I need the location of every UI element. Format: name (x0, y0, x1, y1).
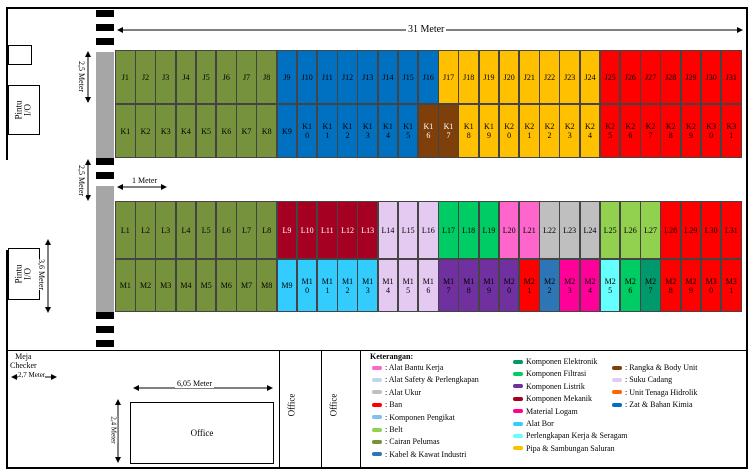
rack-k-8: K8 (256, 104, 277, 158)
rack-j-23: J23 (559, 50, 580, 104)
rack-k-26: K2 6 (620, 104, 641, 158)
legend-item (513, 382, 585, 391)
legend-swatch (372, 440, 382, 444)
rack-k-27: K2 7 (640, 104, 661, 158)
rack-k-20: K2 0 (499, 104, 520, 158)
rack-k-13: K1 3 (357, 104, 378, 158)
legend-swatch (372, 366, 382, 370)
rack-k-9: K9 (277, 104, 298, 158)
legend-title: Keterangan: (370, 352, 414, 361)
rack-l-6: L6 (216, 201, 237, 259)
legend-swatch (372, 390, 382, 394)
rack-l-7: L7 (236, 201, 257, 259)
legend-swatch (513, 384, 523, 388)
rack-j-28: J28 (660, 50, 681, 104)
rack-m-26: M2 6 (620, 259, 641, 312)
rack-j-20: J20 (499, 50, 520, 104)
rack-k-28: K2 8 (660, 104, 681, 158)
legend-item (612, 363, 697, 372)
office-main-label: Office (190, 428, 214, 438)
rack-l-11: L11 (317, 201, 338, 259)
legend-label: : Suku Cadang (625, 375, 673, 385)
rack-k-2: K2 (135, 104, 156, 158)
rack-j-19: J19 (479, 50, 500, 104)
legend-label: Komponen Elektronik (526, 357, 598, 366)
rack-k-14: K1 4 (378, 104, 399, 158)
rack-m-9: M9 (277, 259, 298, 312)
legend-item (372, 437, 440, 446)
legend-item (513, 394, 592, 403)
legend-swatch (513, 360, 523, 364)
rack-j-4: J4 (176, 50, 197, 104)
legend-label: Komponen Listrik (526, 381, 585, 391)
rack-m-14: M1 4 (378, 259, 399, 312)
rack-j-2: J2 (135, 50, 156, 104)
rack-l-10: L10 (297, 201, 318, 259)
checker-label: Meja Checker (10, 352, 37, 370)
rack-m-19: M1 9 (479, 259, 500, 312)
legend-label: : Alat Ukur (385, 387, 421, 397)
legend-label: Alat Bor (526, 419, 554, 428)
legend-label: Komponen Filtrasi (526, 369, 587, 379)
office-a-label: Office (286, 393, 297, 417)
legend-label: : Komponen Pengikat (385, 412, 455, 422)
legend-swatch (513, 434, 523, 438)
rack-l-29: L29 (681, 201, 702, 259)
rack-j-7: J7 (236, 50, 257, 104)
rack-k-15: K1 5 (398, 104, 419, 158)
legend-swatch (372, 428, 382, 432)
office-a-left-wall (279, 350, 280, 468)
rack-j-5: J5 (196, 50, 217, 104)
rack-m-13: M1 3 (357, 259, 378, 312)
dim-top-width: 31 Meter (408, 24, 445, 35)
rack-j-13: J13 (357, 50, 378, 104)
legend-swatch (513, 446, 523, 450)
rack-l-9: L9 (277, 201, 298, 259)
rack-l-20: L20 (499, 201, 520, 259)
legend-item (372, 400, 402, 409)
legend-item (513, 444, 615, 453)
rack-j-6: J6 (216, 50, 237, 104)
rack-m-6: M6 (216, 259, 237, 312)
rack-j-22: J22 (539, 50, 560, 104)
legend-item (372, 450, 466, 459)
rack-j-31: J31 (721, 50, 742, 104)
rack-l-3: L3 (155, 201, 176, 259)
rack-k-7: K7 (236, 104, 257, 158)
legend-label: Pipa & Sambungan Saluran (526, 443, 615, 453)
rack-l-14: L14 (378, 201, 399, 259)
legend-item (513, 419, 554, 428)
legend-label: : Rangka & Body Unit (625, 363, 698, 372)
legend-label: : Ban (385, 400, 403, 410)
legend-label: : Unit Tenaga Hidrolik (625, 387, 698, 397)
door-bottom-label: Pintu I/O (13, 264, 33, 284)
rack-j-10: J10 (297, 50, 318, 104)
rack-l-25: L25 (600, 201, 621, 259)
legend-swatch (612, 366, 622, 370)
legend-label: Perlengkapan Kerja & Seragam (526, 431, 628, 441)
rack-k-3: K3 (155, 104, 176, 158)
office-b-label: Office (328, 393, 339, 417)
rack-l-13: L13 (357, 201, 378, 259)
rack-l-2: L2 (135, 201, 156, 259)
rack-k-29: K2 9 (681, 104, 702, 158)
dim-office-width: 6,05 Meter (177, 379, 213, 388)
rack-k-23: K2 3 (559, 104, 580, 158)
rack-l-16: L16 (418, 201, 439, 259)
rack-m-18: M1 8 (458, 259, 479, 312)
rack-l-23: L23 (559, 201, 580, 259)
rack-j-26: J26 (620, 50, 641, 104)
legend-item (372, 413, 455, 422)
rack-m-28: M2 8 (660, 259, 681, 312)
rack-l-22: L22 (539, 201, 560, 259)
rack-l-12: L12 (337, 201, 358, 259)
rack-m-20: M2 0 (499, 259, 520, 312)
door-top-label: Pintu I/O (13, 100, 33, 120)
rack-m-1: M1 (115, 259, 136, 312)
rack-l-8: L8 (256, 201, 277, 259)
rack-j-18: J18 (458, 50, 479, 104)
rack-k-21: K2 1 (519, 104, 540, 158)
legend-swatch (372, 452, 382, 456)
rack-l-17: L17 (438, 201, 459, 259)
legend-label: Material Logam (526, 406, 578, 416)
rack-l-18: L18 (458, 201, 479, 259)
rack-k-24: K2 4 (580, 104, 601, 158)
rack-k-10: K1 0 (297, 104, 318, 158)
legend-swatch (372, 415, 382, 419)
rack-m-16: M1 6 (418, 259, 439, 312)
rack-j-14: J14 (378, 50, 399, 104)
legend-swatch (372, 403, 382, 407)
rack-m-22: M2 2 (539, 259, 560, 312)
legend-item (372, 425, 403, 434)
rack-m-12: M1 2 (337, 259, 358, 312)
rack-k-5: K5 (196, 104, 217, 158)
rack-l-27: L27 (640, 201, 661, 259)
legend-swatch (513, 372, 523, 376)
rack-m-24: M2 4 (580, 259, 601, 312)
rack-j-30: J30 (701, 50, 722, 104)
rack-m-5: M5 (196, 259, 217, 312)
rack-k-1: K1 (115, 104, 136, 158)
legend-item (513, 357, 597, 366)
legend-item (372, 363, 443, 372)
rack-m-30: M3 0 (701, 259, 722, 312)
rack-m-25: M2 5 (600, 259, 621, 312)
rack-j-8: J8 (256, 50, 277, 104)
dim-left-top: 2,5 Meter (77, 60, 87, 93)
legend-label: : Kabel & Kawat Industri (385, 449, 467, 459)
rack-m-27: M2 7 (640, 259, 661, 312)
legend-swatch (372, 378, 382, 382)
rack-j-16: J16 (418, 50, 439, 104)
rack-m-31: M3 1 (721, 259, 742, 312)
rack-l-30: L30 (701, 201, 722, 259)
office-b-right-wall (360, 350, 361, 468)
legend-label: : Alat Safety & Perlengkapan (385, 375, 479, 385)
legend-label: : Cairan Pelumas (385, 437, 440, 447)
rack-l-21: L21 (519, 201, 540, 259)
office-main (130, 402, 274, 464)
rack-j-11: J11 (317, 50, 338, 104)
legend-swatch (612, 390, 622, 394)
legend-item (513, 431, 628, 440)
rack-k-19: K1 9 (479, 104, 500, 158)
rack-m-7: M7 (236, 259, 257, 312)
legend-swatch (513, 397, 523, 401)
rack-l-15: L15 (398, 201, 419, 259)
legend-item (612, 400, 693, 409)
legend-label: : Belt (385, 425, 403, 434)
dim-aisle: 1 Meter (132, 176, 158, 185)
rack-k-30: K3 0 (701, 104, 722, 158)
legend-swatch (513, 409, 523, 413)
rack-k-6: K6 (216, 104, 237, 158)
legend-swatch (513, 422, 523, 426)
dim-checker-width: 2,7 Meter (18, 371, 46, 379)
rack-j-3: J3 (155, 50, 176, 104)
office-a-right-wall (321, 350, 322, 468)
rack-m-21: M2 1 (519, 259, 540, 312)
rack-j-27: J27 (640, 50, 661, 104)
rack-j-25: J25 (600, 50, 621, 104)
rack-j-17: J17 (438, 50, 459, 104)
rack-k-17: K1 7 (438, 104, 459, 158)
rack-j-1: J1 (115, 50, 136, 104)
legend-item (612, 388, 697, 397)
rack-k-4: K4 (176, 104, 197, 158)
legend-item (513, 407, 578, 416)
rack-j-12: J12 (337, 50, 358, 104)
rack-k-11: K1 1 (317, 104, 338, 158)
dim-left-bottom: 3,6 Meter (37, 258, 47, 291)
rack-l-24: L24 (580, 201, 601, 259)
rack-k-22: K2 2 (539, 104, 560, 158)
rack-m-15: M1 5 (398, 259, 419, 312)
legend-label: : Zat & Bahan Kimia (625, 400, 693, 410)
legend-item (372, 375, 479, 384)
rack-j-15: J15 (398, 50, 419, 104)
legend-label: Komponen Mekanik (526, 394, 592, 404)
rack-k-25: K2 5 (600, 104, 621, 158)
rack-j-29: J29 (681, 50, 702, 104)
rack-m-4: M4 (176, 259, 197, 312)
rack-m-2: M2 (135, 259, 156, 312)
rack-m-3: M3 (155, 259, 176, 312)
rack-k-18: K1 8 (458, 104, 479, 158)
rack-m-23: M2 3 (559, 259, 580, 312)
legend-item (612, 375, 672, 384)
legend-label: : Alat Bantu Kerja (385, 363, 444, 372)
rack-j-24: J24 (580, 50, 601, 104)
dim-left-mid: 2,5 Meter (77, 164, 87, 197)
rack-m-8: M8 (256, 259, 277, 312)
legend-swatch (612, 378, 622, 382)
rack-k-31: K3 1 (721, 104, 742, 158)
legend-item (513, 369, 586, 378)
rack-m-11: M1 1 (317, 259, 338, 312)
rack-l-28: L28 (660, 201, 681, 259)
rack-k-16: K1 6 (418, 104, 439, 158)
rack-j-9: J9 (277, 50, 298, 104)
rack-l-31: L31 (721, 201, 742, 259)
rack-m-10: M1 0 (297, 259, 318, 312)
rack-l-1: L1 (115, 201, 136, 259)
legend-item (372, 388, 421, 397)
rack-k-12: K1 2 (337, 104, 358, 158)
rack-l-4: L4 (176, 201, 197, 259)
rack-m-29: M2 9 (681, 259, 702, 312)
rack-j-21: J21 (519, 50, 540, 104)
rack-l-5: L5 (196, 201, 217, 259)
rack-l-19: L19 (479, 201, 500, 259)
legend-swatch (612, 403, 622, 407)
dim-office-height: 2,4 Meter (109, 416, 118, 444)
rack-l-26: L26 (620, 201, 641, 259)
rack-m-17: M1 7 (438, 259, 459, 312)
